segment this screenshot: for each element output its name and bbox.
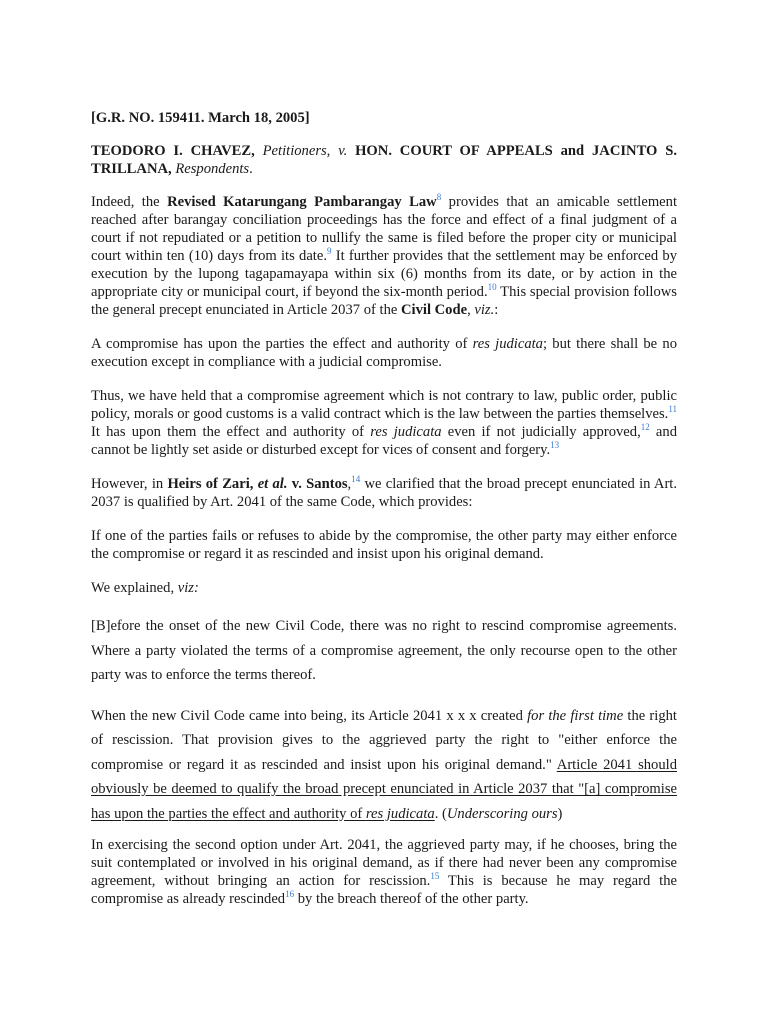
res-judicata-term: res judicata — [365, 805, 435, 822]
footnote-link-9[interactable]: 9 — [326, 246, 332, 257]
parties-period: . — [249, 161, 253, 177]
respondent-role: Respondents — [175, 161, 250, 177]
quote-new-civil-code — [91, 704, 677, 827]
petitioner-name: TEODORO I. CHAVEZ, — [91, 143, 255, 159]
footnote-link-14[interactable]: 14 — [351, 474, 361, 485]
paragraph-second-option — [91, 836, 677, 908]
petitioner-role: Petitioners, — [262, 143, 331, 159]
res-judicata-term: res judicata — [472, 336, 543, 352]
case-citation — [167, 476, 347, 492]
text-run: It further provides that the settlement may be enforced by execution by the lupong tagapamayapa within six (6) months from its date, or by action in the appropriate city or municipal court, if beyond the six-month period. — [91, 248, 678, 300]
law-title: Revised Katarungang Pambarangay Law — [167, 194, 437, 210]
paragraph-katarungang — [91, 193, 677, 319]
text-run: Thus, we have held that a compromise agreement which is not contrary to law, public order, public policy, morals or good customs is a valid contract which is the law between the parties themselves. — [91, 388, 677, 422]
text-run: the right of rescission. That provision gives to the aggrieved party the right to "either enforce the compromise or regard it as rescinded and insist upon his original demand." — [91, 707, 677, 773]
text-run: It has upon them the effect and authority of — [91, 424, 371, 440]
text-run: ; but there shall be no execution except in compliance with a judicial compromise. — [91, 336, 677, 370]
footnote-link-15[interactable]: 15 — [430, 871, 440, 882]
paragraph-we-explained — [91, 579, 677, 597]
text-run: Indeed, the — [91, 194, 168, 210]
paragraph-article-2041: If one of the parties fails or refuses to abide by the compromise, the other party may either enforce the compromise or regard it as rescinded and insist upon his original demand. — [91, 528, 677, 562]
text-run: . ( — [434, 805, 447, 822]
case-number-heading: [G.R. NO. 159411. March 18, 2005] — [91, 110, 310, 126]
text-run: provides that an amicable settlement reached after barangay conciliation proceedings has the force and effect of a final judgment of a court if not repudiated or a petition to nullify the same is filed before the proper city or municipal court within ten (10) days from its date. — [91, 194, 677, 264]
text-run: We explained, — [91, 580, 178, 596]
text-run: and cannot be lightly set aside or disturbed except for vices of consent and forgery. — [91, 424, 677, 458]
quote-before-civil-code: [B]efore the onset of the new Civil Code, there was no right to rescind compromise agreements. Where a party violated the terms of a compromise agreement, the only recourse open to the other party was to enforce the terms thereof. — [91, 618, 677, 683]
footnote-link-12[interactable]: 12 — [640, 422, 650, 433]
footnote-link-10[interactable]: 10 — [487, 282, 497, 293]
res-judicata-term: res judicata — [370, 424, 442, 440]
document-body — [91, 109, 677, 924]
paragraph-article-2037 — [91, 335, 677, 371]
text-run: by the breach thereof of the other party. — [294, 891, 529, 907]
text-run: , — [347, 476, 352, 492]
civil-code-label: Civil Code — [401, 302, 468, 318]
text-run: ) — [557, 805, 563, 822]
versus-label: v. — [338, 143, 348, 159]
text-run: In exercising the second option under Art. 2041, the aggrieved party may, if he chooses, bring the suit contemplated or involved in his original demand, as if there had never been any compromise agreement, without bringing an action for rescission. — [91, 837, 677, 889]
viz-label: viz. — [474, 302, 495, 318]
text-run: This special provision follows the general precept enunciated in Article 2037 of the — [91, 284, 677, 318]
text-run: Article 2041 should obviously be deemed to qualify the broad precept enunciated in Article 2037 that "[a] compromise has upon the parties the effect and authority of — [91, 756, 677, 822]
footnote-link-16[interactable]: 16 — [285, 889, 295, 900]
underscoring-note: Underscoring ours — [446, 805, 558, 822]
viz-label: viz: — [177, 580, 199, 596]
case-name-part: v. Santos — [287, 476, 348, 492]
case-name-part: et al. — [257, 476, 288, 492]
case-parties — [91, 142, 677, 178]
footnote-link-13[interactable]: 13 — [550, 440, 560, 451]
text-run: This is because he may regard the compromise as already rescinded — [91, 873, 677, 907]
text-run: we clarified that the broad precept enunciated in Art. 2037 is qualified by Art. 2041 of the same Code, which provides: — [91, 476, 678, 510]
case-name-part: Heirs of Zari, — [167, 476, 258, 492]
text-run: , — [467, 302, 475, 318]
text-run: A compromise has upon the parties the effect and authority of — [91, 336, 473, 352]
paragraph-compromise-agreement — [91, 387, 677, 459]
text-run: When the new Civil Code came into being, its Article 2041 x x x created — [91, 707, 528, 724]
text-run: However, in — [91, 476, 168, 492]
footnote-link-11[interactable]: 11 — [668, 404, 677, 415]
text-run: even if not judicially approved, — [441, 424, 641, 440]
paragraph-heirs-of-zari — [91, 475, 677, 511]
respondent-name: HON. COURT OF APPEALS and JACINTO S. TRILLANA, — [91, 143, 678, 177]
emphasis-first-time: for the first time — [527, 707, 624, 724]
footnote-link-8[interactable]: 8 — [436, 192, 442, 203]
text-run: : — [494, 302, 499, 318]
